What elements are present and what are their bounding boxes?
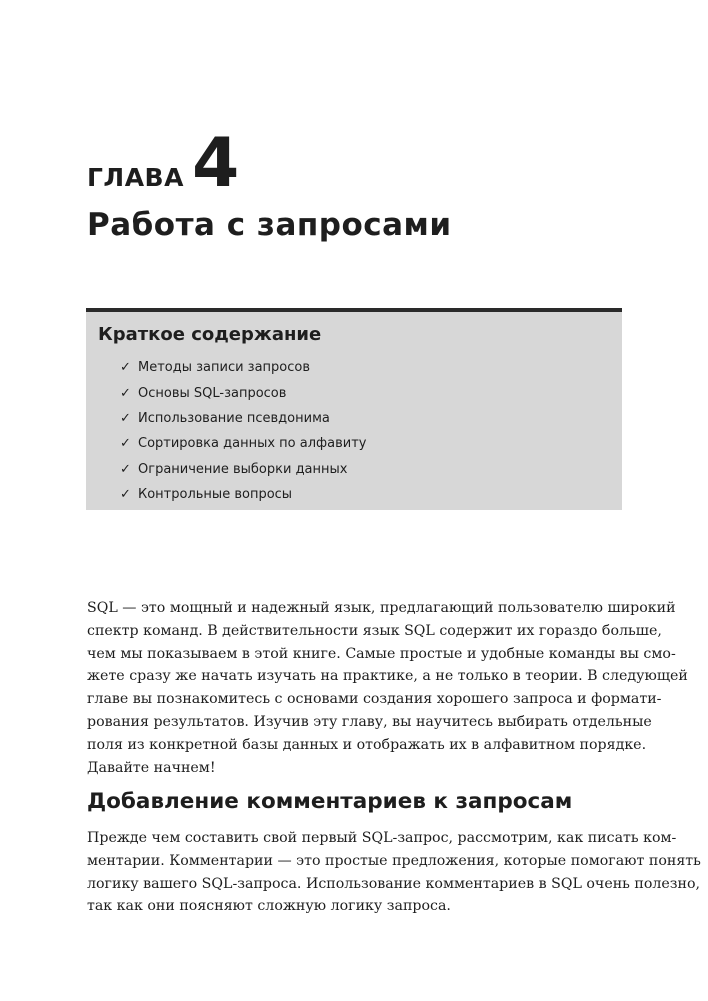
summary-item [120, 406, 366, 431]
summary-title: Краткое содержание [98, 324, 322, 345]
intro-line: SQL — это мощный и надежный язык, предлагающий пользователю широкий [87, 600, 676, 616]
summary-item-label: Методы записи запросов [138, 360, 311, 376]
intro-line: главе вы познакомитесь с основами создания хорошего запроса и формати- [87, 691, 662, 708]
intro-line: Давайте начнем! [87, 759, 216, 776]
summary-item [120, 482, 366, 507]
section-line: ментарии. Комментарии — это простые предложения, которые помогают понять [87, 852, 701, 869]
summary-item-label: Контрольные вопросы [138, 487, 293, 503]
section-line: так как они поясняют сложную логику запроса. [87, 898, 451, 915]
chapter-title: Работа с запросами [87, 207, 452, 243]
section-paragraph [87, 827, 701, 918]
summary-list [120, 355, 366, 507]
section-heading: Добавление комментариев к запросам [87, 789, 573, 814]
summary-item-label: Ограничение выборки данных [138, 461, 348, 477]
summary-item [120, 380, 366, 405]
check-icon: ✓ [120, 385, 131, 401]
section-line: Прежде чем составить свой первый SQL-запрос, рассмотрим, как писать ком- [87, 830, 677, 846]
check-icon: ✓ [120, 436, 131, 452]
chapter-number: 4 [191, 123, 240, 203]
check-icon: ✓ [120, 360, 131, 376]
summary-item [120, 431, 366, 456]
intro-line: спектр команд. В действительности язык SQL содержит их гораздо больше, [87, 622, 662, 639]
summary-item-label: Основы SQL-запросов [138, 385, 287, 401]
summary-item [120, 355, 366, 380]
section-line: логику вашего SQL-запроса. Использование комментариев в SQL очень полезно, [87, 875, 701, 892]
check-icon: ✓ [120, 410, 131, 426]
intro-line: поля из конкретной базы данных и отображать их в алфавитном порядке. [87, 736, 647, 753]
chapter-summary-box [86, 308, 622, 510]
check-icon: ✓ [120, 487, 131, 503]
check-icon: ✓ [120, 461, 131, 477]
summary-item-label: Использование псевдонима [138, 410, 330, 426]
summary-item-label: Сортировка данных по алфавиту [138, 436, 367, 452]
intro-line: жете сразу же начать изучать на практике, а не только в теории. В следующей [87, 668, 688, 685]
intro-line: чем мы показываем в этой книге. Самые простые и удобные команды вы смо- [87, 645, 676, 662]
intro-paragraph [87, 597, 688, 779]
summary-item [120, 457, 366, 482]
chapter-label: ГЛАВА [87, 163, 184, 192]
chapter-header [87, 123, 240, 203]
intro-line: рования результатов. Изучив эту главу, вы научитесь выбирать отдельные [87, 713, 652, 730]
